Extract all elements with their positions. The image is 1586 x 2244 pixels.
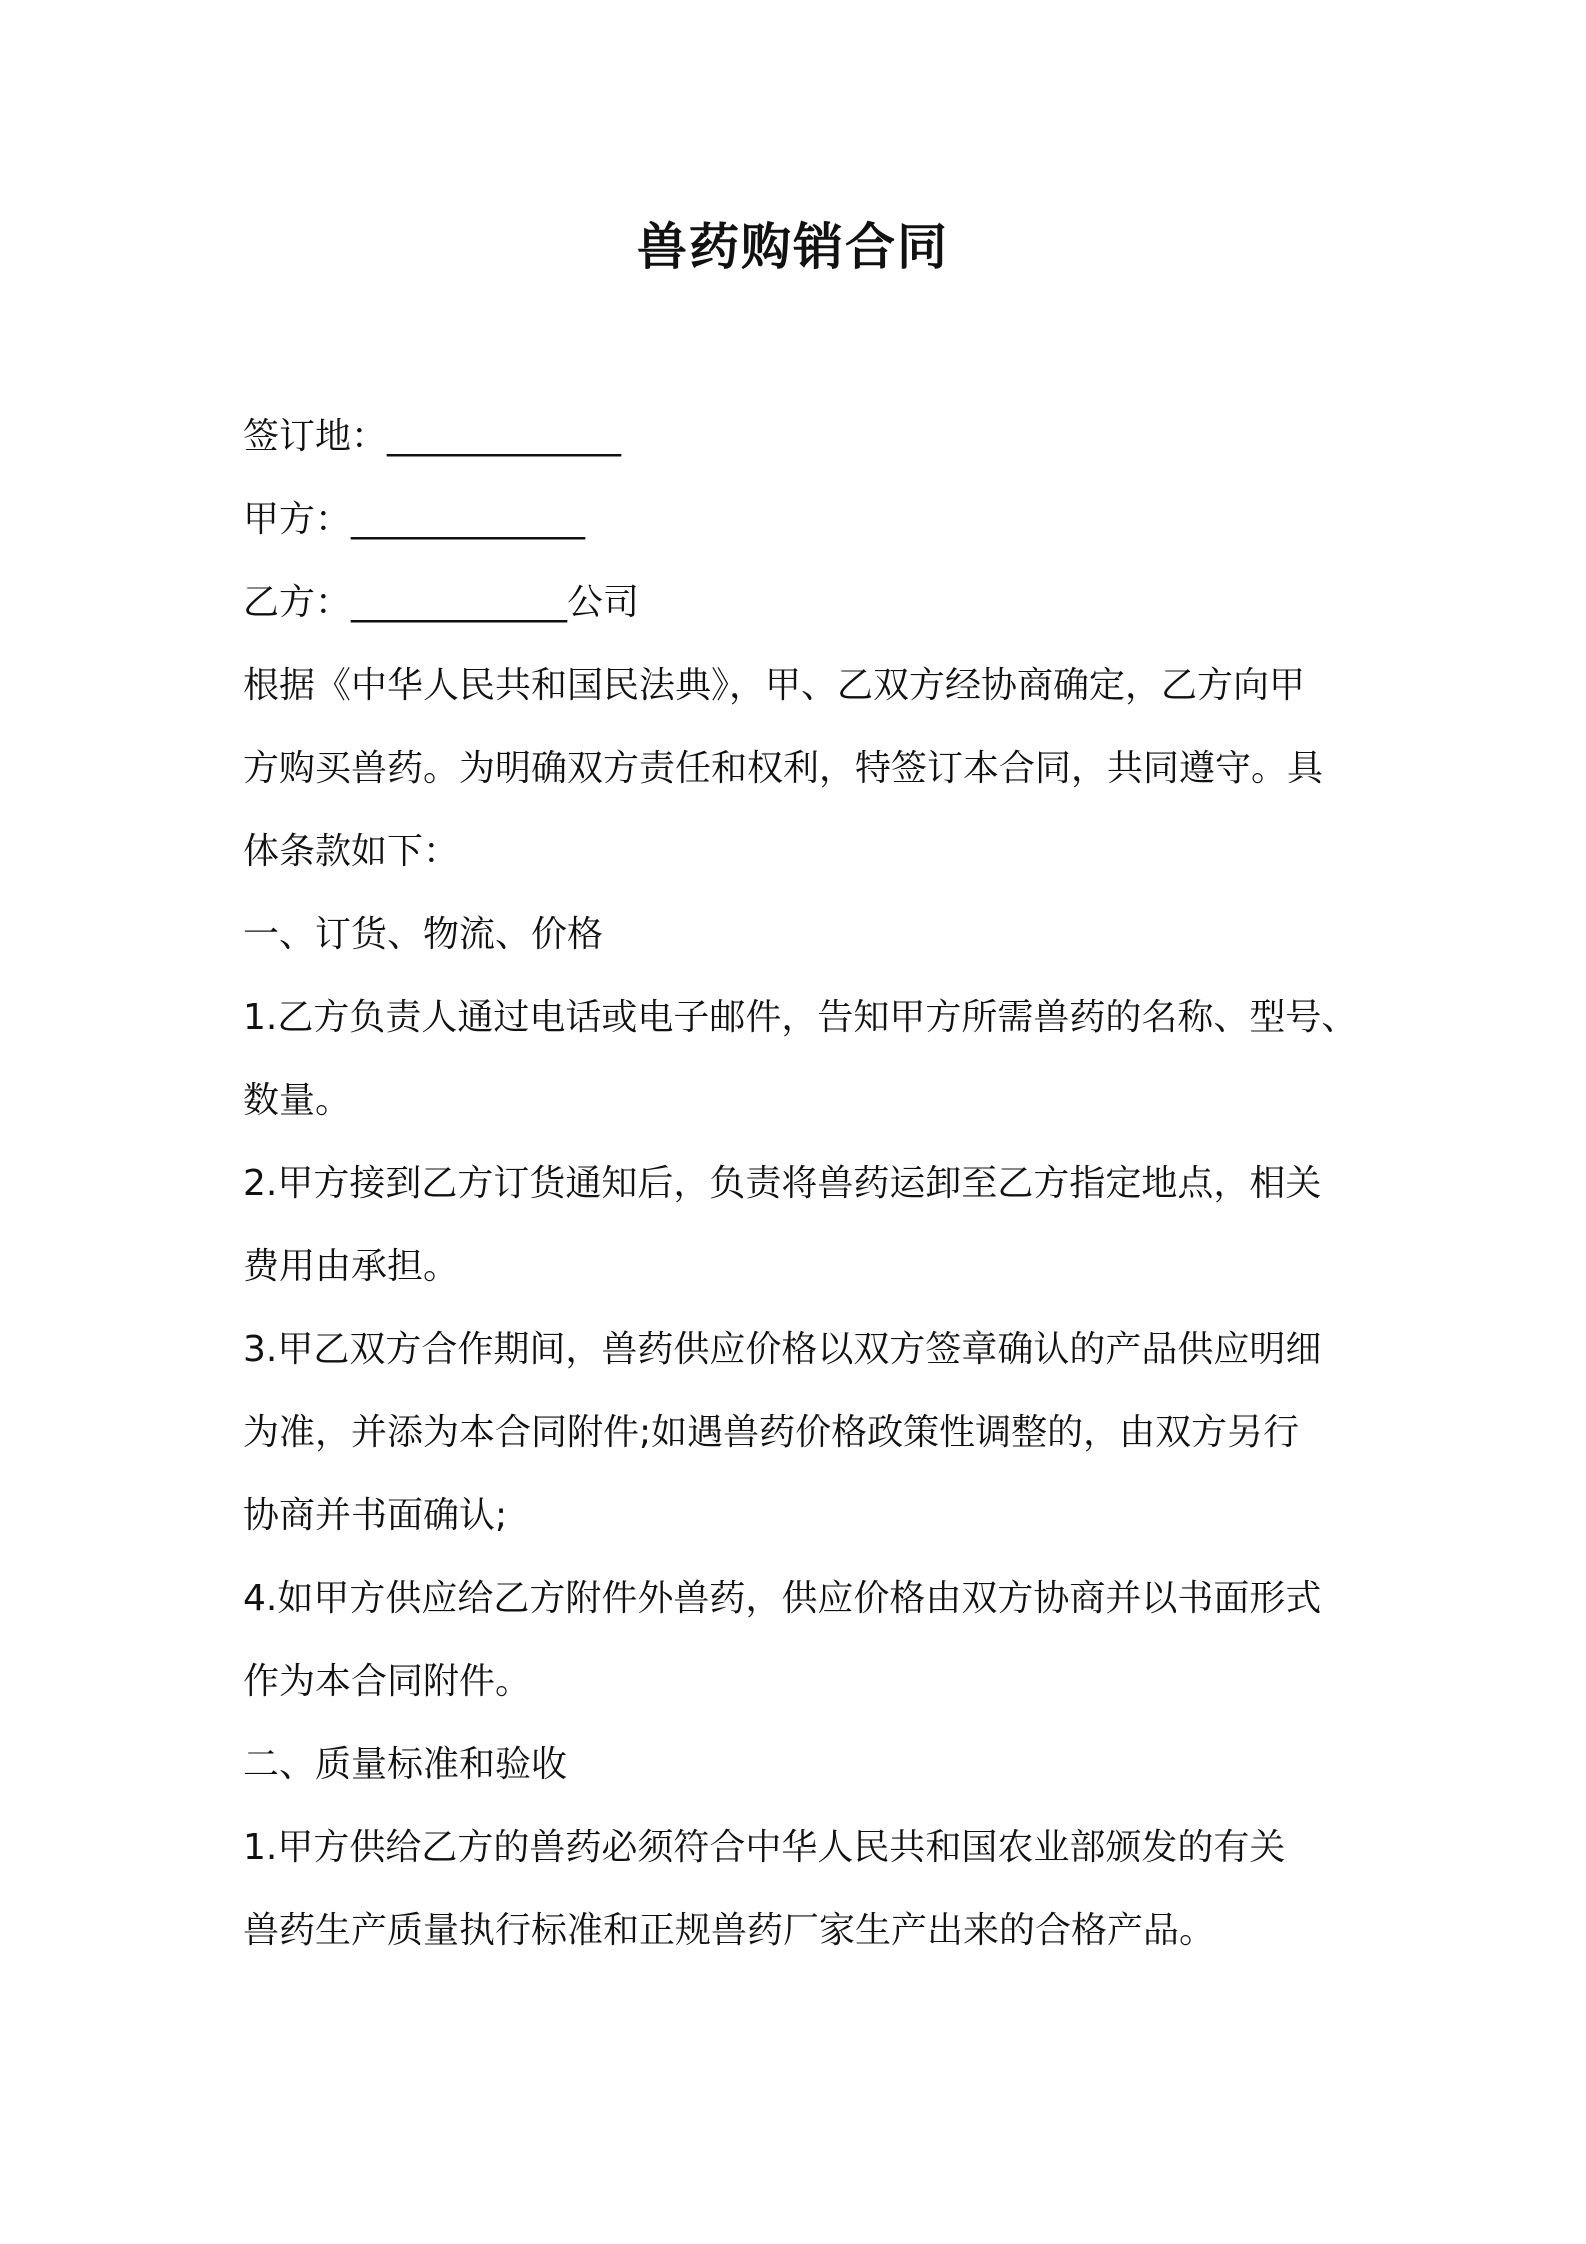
preamble-line-3: 体条款如下：	[243, 831, 460, 872]
clause-1-2-line-2: 费用由承担。	[243, 1246, 460, 1287]
section-1-heading: 一、订货、物流、价格	[243, 914, 604, 955]
signing-place-line: 签订地：_____________	[243, 416, 622, 457]
preamble-line-2: 方购买兽药。为明确双方责任和权利，特签订本合同，共同遵守。具	[243, 748, 1324, 789]
clause-2-1-line-2: 兽药生产质量执行标准和正规兽药厂家生产出来的合格产品。	[243, 1910, 1216, 1951]
clause-1-1-line-1: 1.乙方负责人通过电话或电子邮件，告知甲方所需兽药的名称、型号、	[243, 997, 1358, 1038]
clause-1-4-line-2: 作为本合同附件。	[243, 1661, 532, 1702]
party-b-line: 乙方：____________公司	[243, 582, 640, 623]
clause-1-3-line-3: 协商并书面确认;	[243, 1495, 508, 1536]
preamble-line-1: 根据《中华人民共和国民法典》，甲、乙双方经协商确定，乙方向甲	[243, 665, 1306, 706]
clause-1-3-line-1: 3.甲乙双方合作期间，兽药供应价格以双方签章确认的产品供应明细	[243, 1329, 1322, 1370]
clause-1-3-line-2: 为准，并添为本合同附件;如遇兽药价格政策性调整的，由双方另行	[243, 1412, 1300, 1453]
clause-1-2-line-1: 2.甲方接到乙方订货通知后，负责将兽药运卸至乙方指定地点，相关	[243, 1163, 1322, 1204]
clause-2-1-line-1: 1.甲方供给乙方的兽药必须符合中华人民共和国农业部颁发的有关	[243, 1827, 1286, 1868]
document-body	[243, 409, 1363, 1986]
section-2-heading: 二、质量标准和验收	[243, 1744, 568, 1785]
party-a-line: 甲方：_____________	[243, 499, 586, 540]
document-title: 兽药购销合同	[637, 218, 949, 276]
clause-1-4-line-1: 4.如甲方供应给乙方附件外兽药，供应价格由双方协商并以书面形式	[243, 1578, 1322, 1619]
clause-1-1-line-2: 数量。	[243, 1080, 352, 1121]
